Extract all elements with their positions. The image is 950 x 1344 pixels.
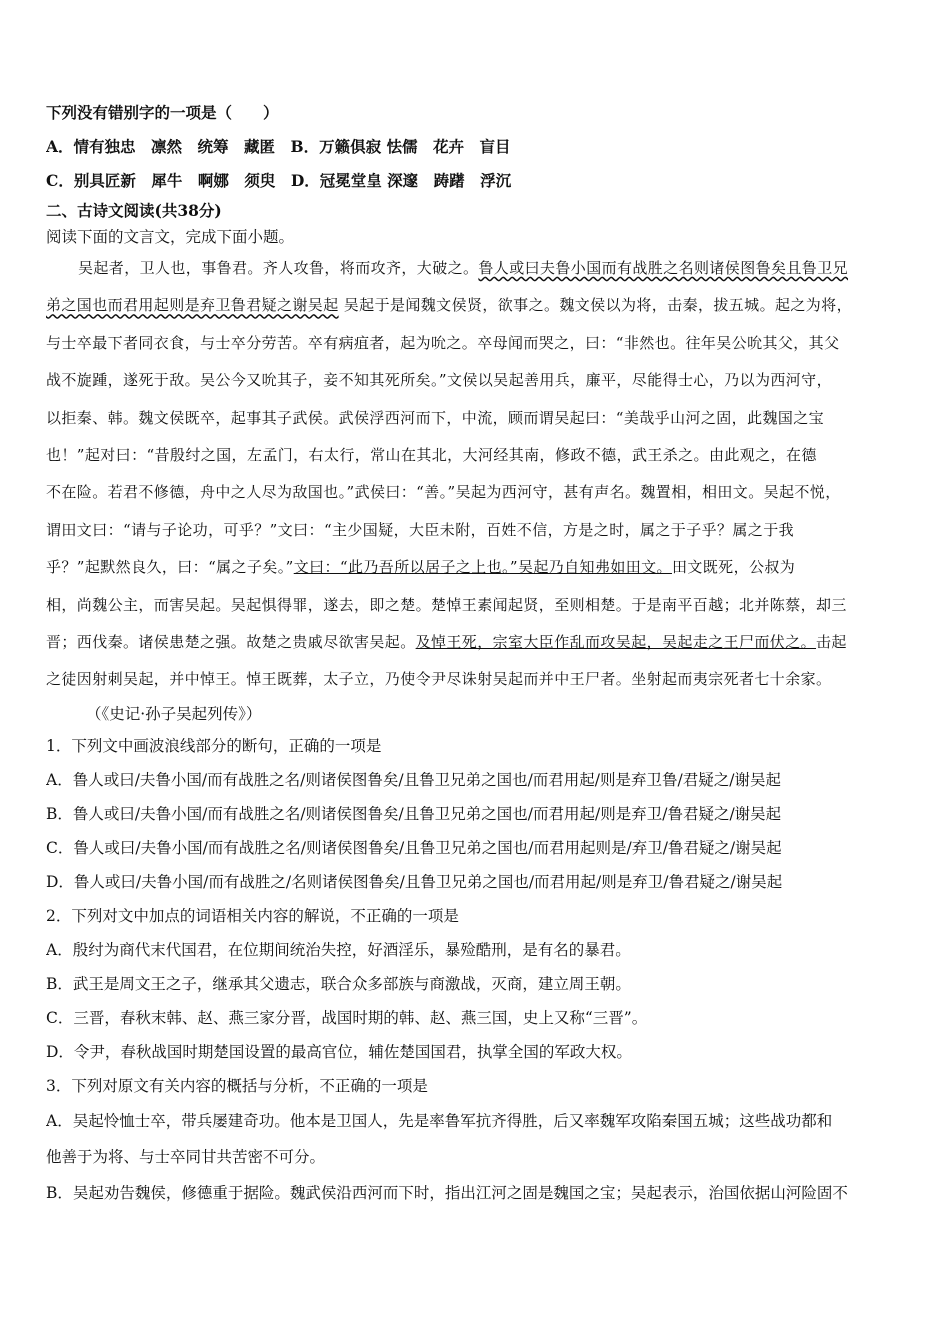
- option-c: C．鲁人或曰/夫鲁小国/而有战胜之名/则诸侯图鲁矣/且鲁卫兄弟之国也/而君用起则是/弃卫/鲁君疑之/谢吴起: [46, 838, 782, 857]
- section-title: 二、古诗文阅读(共38分): [46, 201, 222, 220]
- passage-line: 以拒秦、韩。魏文侯既卒，起事其子武侯。武侯浮西河而下，中流，顾而谓吴起曰：“美哉乎山河之固，此魏国之宝: [46, 408, 825, 427]
- passage-line: 不在险。若君不修德，舟中之人尽为敌国也。”武侯曰：“善。”吴起为西河守，甚有声名。魏置相，相田文。吴起不悦，: [46, 483, 841, 502]
- option-a-continued: 他善于为将、与士卒同甘共苦密不可分。: [46, 1147, 326, 1166]
- passage-line: 之徒因射刺吴起，并中悼王。悼王既葬，太子立，乃使令尹尽诛射吴起而并中王尸者。坐射起而夷宗死者七十余家。: [46, 670, 832, 689]
- passage-line: 与士卒最下者同衣食，与士卒分劳苦。卒有病疽者，起为吮之。卒母闻而哭之，曰：“非然也。往年吴公吮其父，其父: [46, 333, 840, 352]
- instruction: 阅读下面的文言文，完成下面小题。: [46, 228, 295, 246]
- question-stem: 下列没有错别字的一项是（ ）: [46, 103, 279, 122]
- question-stem: 3．下列对原文有关内容的概括与分析，不正确的一项是: [46, 1076, 428, 1095]
- question-stem: 1．下列文中画波浪线部分的断句，正确的一项是: [46, 736, 382, 755]
- passage-source: （《史记·孙子吴起列传》）: [86, 704, 262, 723]
- option-b: B．武王是周文王之子，继承其父遗志，联合众多部族与商激战，灭商，建立周王朝。: [46, 974, 631, 993]
- question-stem: 2．下列对文中加点的词语相关内容的解说，不正确的一项是: [46, 906, 459, 925]
- passage-line: 战不旋踵，遂死于敌。吴公今又吮其子，妾不知其死所矣。”文侯以吴起善用兵，廉平，尽能得士心，乃以为西河守，: [46, 371, 832, 390]
- passage-line: 乎？”起默然良久，曰：“属之子矣。”文曰：“此乃吾所以居子之上也。”吴起乃自知弗如田文。田文既死，公叔为: [46, 558, 796, 577]
- passage-line: 吴起者，卫人也，事鲁君。齐人攻鲁，将而攻齐，大破之。鲁人或曰夫鲁小国而有战胜之名则诸侯图鲁矣且鲁卫兄: [78, 259, 849, 277]
- classical-passage: [46, 250, 908, 699]
- passage-line: 弟之国也而君用起则是弃卫鲁君疑之谢吴起 吴起于是闻魏文侯贤，欲事之。魏文侯以为将，击秦，拔五城。起之为将，: [46, 296, 852, 315]
- underlined-sentence: 及悼王死，宗室大臣作乱而攻吴起，吴起走之王尸而伏之。: [415, 632, 817, 651]
- wavy-underlined-text: 鲁人或曰夫鲁小国而有战胜之名则诸侯图鲁矣且鲁卫兄: [478, 259, 849, 277]
- option-a: A．殷纣为商代末代国君，在位期间统治失控，好酒淫乐，暴殓酷刑，是有名的暴君。: [46, 940, 631, 959]
- option-c: C．三晋，春秋末韩、赵、燕三家分晋，战国时期的韩、赵、燕三国，史上又称“三晋”。: [46, 1008, 648, 1027]
- underlined-sentence: 文曰：“此乃吾所以居子之上也。”吴起乃自知弗如田文。: [293, 558, 672, 577]
- passage-line: 晋；西伐秦。诸侯患楚之强。故楚之贵戚尽欲害吴起。及悼王死，宗室大臣作乱而攻吴起，吴起走之王尸而伏之。击起: [46, 632, 847, 651]
- passage-line: 也！”起对曰：“昔殷纣之国，左孟门，右太行，常山在其北，大河经其南，修政不德，武王杀之。由此观之，在德: [46, 445, 817, 464]
- option-d: D．令尹，春秋战国时期楚国设置的最高官位，辅佐楚国国君，执掌全国的军政大权。: [46, 1042, 632, 1061]
- option-b: B．吴起劝告魏侯，修德重于据险。魏武侯沿西河而下时，指出江河之固是魏国之宝；吴起表示，治国依据山河险固不: [46, 1183, 848, 1202]
- passage-line: 相，尚魏公主，而害吴起。吴起惧得罪，遂去，即之楚。楚悼王素闻起贤，至则相楚。于是南平百越；北并陈蔡，却三: [46, 595, 847, 614]
- option-b: B．鲁人或曰/夫鲁小国/而有战胜之名/则诸侯图鲁矣/且鲁卫兄弟之国也/而君用起/则是弃卫/鲁君疑之/谢吴起: [46, 804, 782, 823]
- option-line: C．别具匠新 犀牛 啊娜 须臾 D．冠冕堂皇 深邃 踌躇 浮沉: [46, 171, 512, 190]
- option-a: A．鲁人或曰/夫鲁小国/而有战胜之名/则诸侯图鲁矣/且鲁卫兄弟之国也/而君用起/则是弃卫鲁/君疑之/谢吴起: [46, 770, 781, 789]
- option-a: A．吴起怜恤士卒，带兵屡建奇功。他本是卫国人，先是率鲁军抗齐得胜，后又率魏军攻陷秦国五城；这些战功都和: [46, 1111, 833, 1130]
- document-page: [46, 96, 908, 1211]
- wavy-underlined-text: 弟之国也而君用起则是弃卫鲁君疑之谢吴起: [46, 296, 339, 315]
- option-line: A．情有独忠 凛然 统筹 藏匿 B．万籁俱寂 怯儒 花卉 盲目: [46, 137, 511, 156]
- option-d: D．鲁人或曰/夫鲁小国/而有战胜之/名则诸侯图鲁矣/且鲁卫兄弟之国也/而君用起/则是弃卫/鲁君疑之/谢吴起: [46, 872, 783, 891]
- passage-line: 谓田文曰：“请与子论功，可乎？”文曰：“主少国疑，大臣未附，百姓不信，方是之时，属之于子乎？属之于我: [46, 520, 795, 539]
